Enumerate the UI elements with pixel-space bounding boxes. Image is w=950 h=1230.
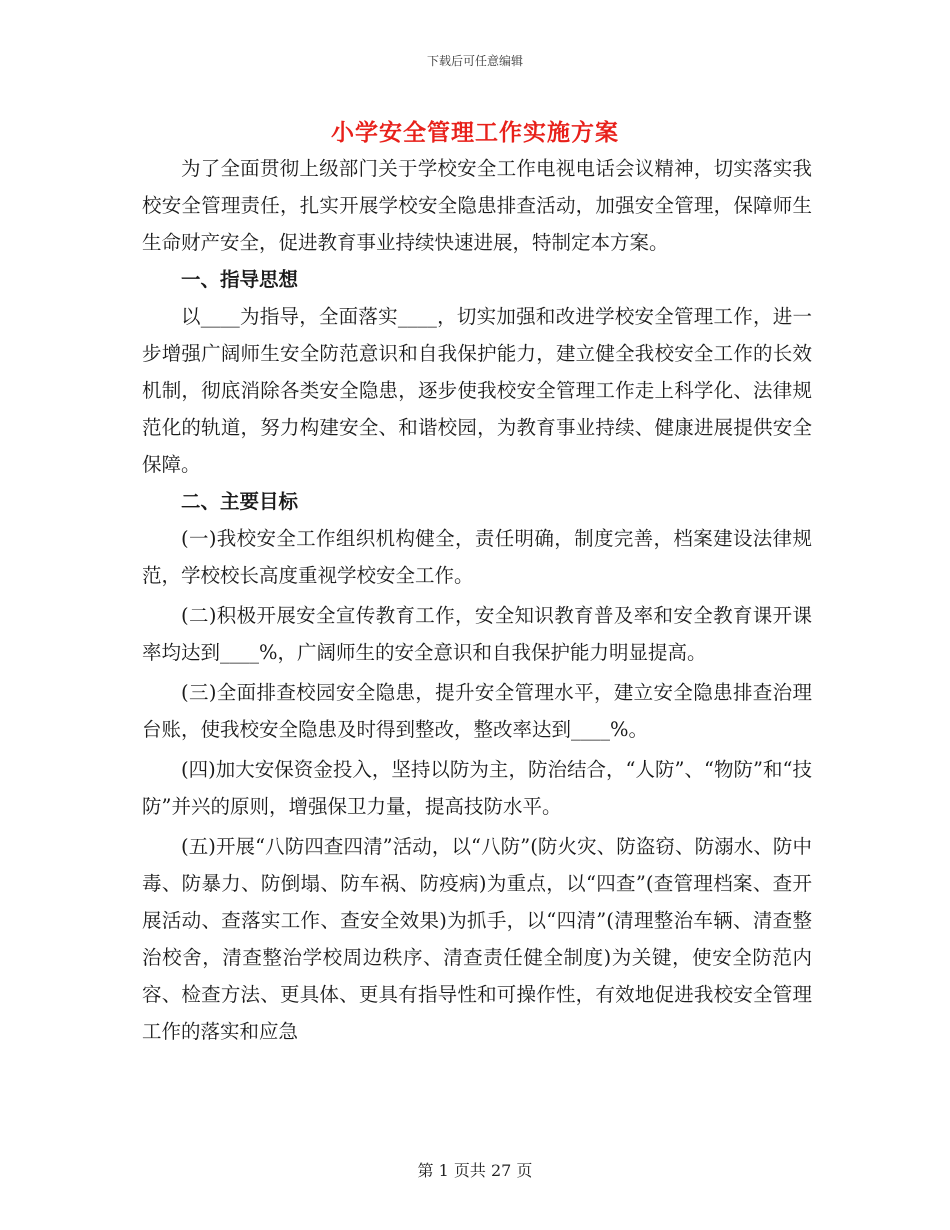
goal-item-1: (一)我校安全工作组织机构健全，责任明确，制度完善，档案建设法律规范，学校校长高度重视学校安全工作。 <box>142 527 812 587</box>
section-heading-guiding-ideology: 一、指导思想 <box>181 268 299 291</box>
goal-item-5: (五)开展“八防四查四清”活动，以“八防”(防火灾、防盗窃、防溺水、防中毒、防暴力、防倒塌、防车祸、防疫病)为重点，以“四查”(查管理档案、查开展活动、查落实工作、查安全效果)为抓手，以“四清”(清理整治车辆、清查整治校舍，清查整治学校周边秩序、清查责任健全制度)为关键，使安全防范内容、检查方法、更具体、更具有指导性和可操作性，有效地促进我校安全管理工作的落实和应急 <box>142 835 812 1043</box>
document-title: 小学安全管理工作实施方案 <box>331 119 619 146</box>
intro-paragraph: 为了全面贯彻上级部门关于学校安全工作电视电话会议精神，切实落实我校安全管理责任，扎实开展学校安全隐患排查活动，加强安全管理，保障师生生命财产安全，促进教育事业持续快速进展，特制定本方案。 <box>142 157 812 254</box>
goal-item-3: (三)全面排查校园安全隐患，提升安全管理水平，建立安全隐患排查治理台账，使我校安全隐患及时得到整改，整改率达到____%。 <box>142 681 812 741</box>
goal-item-4: (四)加大安保资金投入，坚持以防为主，防治结合，“人防”、“物防”和“技防”并兴的原则，增强保卫力量，提高技防水平。 <box>142 758 812 818</box>
guiding-ideology-paragraph: 以____为指导，全面落实____，切实加强和改进学校安全管理工作，进一步增强广阔师生安全防范意识和自我保护能力，建立健全我校安全工作的长效机制，彻底消除各类安全隐患，逐步使我校安全管理工作走上科学化、法律规范化的轨道，努力构建安全、和谐校园，为教育事业持续、健康进展提供安全保障。 <box>142 305 812 476</box>
document-body <box>142 150 812 1053</box>
section-heading-main-goals: 二、主要目标 <box>181 490 299 513</box>
page-number-footer: 第 1 页共 27 页 <box>417 1161 533 1180</box>
goal-item-2: (二)积极开展安全宣传教育工作，安全知识教育普及率和安全教育课开课率均达到____%，广阔师生的安全意识和自我保护能力明显提高。 <box>142 604 812 664</box>
header-note: 下载后可任意编辑 <box>426 54 523 68</box>
